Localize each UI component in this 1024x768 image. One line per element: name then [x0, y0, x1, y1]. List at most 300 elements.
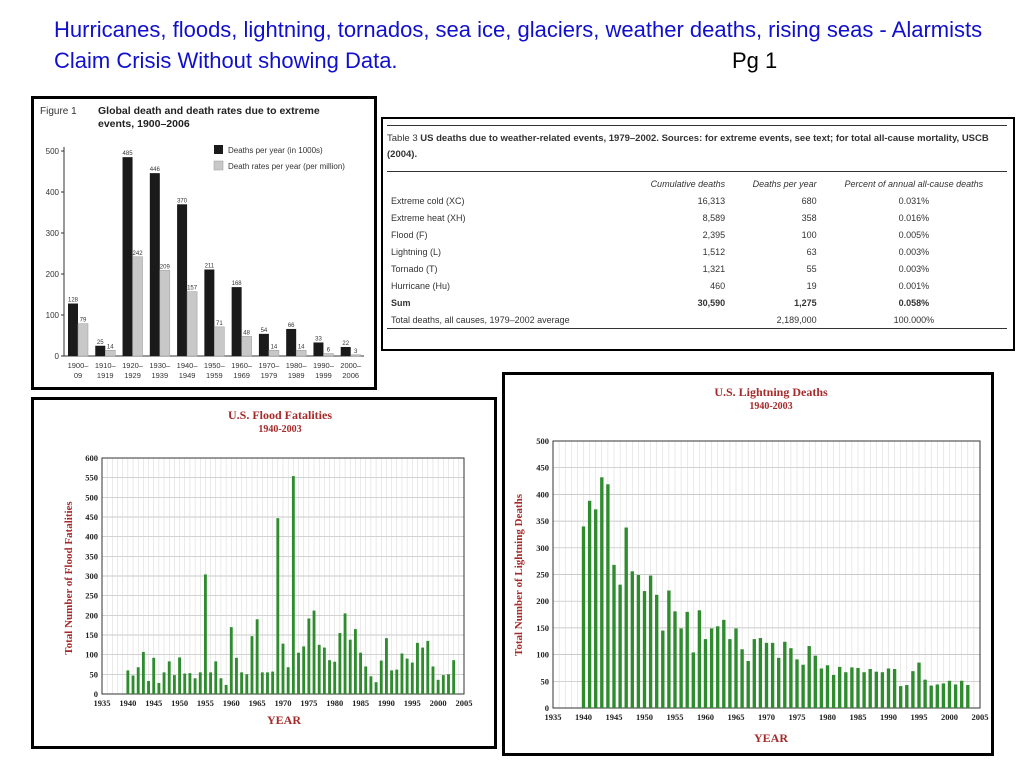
light-x-tick-label: 1975: [788, 712, 806, 722]
light-bar: [716, 626, 719, 708]
flood-bar: [235, 658, 238, 694]
flood-x-tick-label: 1980: [326, 698, 344, 708]
figure1-rates-bar: [214, 327, 224, 356]
figure1-legend-swatch-deaths: [214, 145, 223, 154]
light-bar: [789, 648, 792, 708]
light-bar: [667, 591, 670, 708]
flood-bar: [333, 662, 336, 694]
flood-x-tick-label: 1935: [93, 698, 111, 708]
flood-y-tick-label: 500: [85, 492, 98, 503]
figure1-y-tick-label: 400: [45, 188, 59, 197]
light-x-tick-label: 1945: [605, 712, 623, 722]
light-bar: [905, 685, 908, 708]
lightning-title: U.S. Lightning Deaths: [714, 385, 828, 399]
flood-bar: [416, 643, 419, 694]
light-x-tick-label: 1980: [819, 712, 836, 722]
slide-title: [54, 14, 984, 76]
flood-subtitle: 1940-2003: [258, 424, 302, 435]
light-x-tick-label: 1935: [544, 712, 562, 722]
flood-bar: [323, 648, 326, 694]
light-bar: [679, 628, 682, 708]
figure1-label: Figure 1: [40, 106, 77, 117]
figure1-rates-label: 209: [159, 264, 170, 271]
light-bar: [686, 612, 689, 708]
flood-x-tick-label: 1965: [248, 698, 266, 708]
flood-bar: [142, 652, 145, 694]
figure1-deaths-label: 211: [204, 263, 215, 270]
light-bar: [936, 685, 939, 708]
light-bar: [704, 639, 707, 708]
figure1-legend-swatch-rates: [214, 161, 223, 170]
light-bar: [740, 649, 743, 708]
flood-bar: [204, 574, 207, 694]
flood-bar: [199, 672, 202, 694]
light-bar: [954, 685, 957, 708]
light-bar: [820, 668, 823, 708]
lightning-chart: [505, 375, 991, 753]
table-row: [387, 294, 1007, 311]
flood-bar: [282, 644, 285, 694]
table-cell: 0.003%: [898, 263, 930, 274]
lightning-xlabel: YEAR: [753, 731, 789, 745]
flood-bar: [447, 674, 450, 694]
figure1-deaths-label: 446: [149, 167, 160, 174]
flood-bar: [240, 672, 243, 694]
figure1-rates-bar: [160, 270, 170, 356]
figure1-rates-label: 48: [243, 330, 250, 337]
light-bar: [948, 681, 951, 708]
flood-bar: [452, 660, 455, 694]
table-cell: Total deaths, all causes, 1979–2002 average: [387, 311, 624, 329]
light-bar: [795, 659, 798, 708]
flood-y-tick-label: 400: [85, 531, 98, 542]
flood-bar: [401, 653, 404, 694]
figure1-rates-bar: [323, 354, 333, 356]
flood-bar: [411, 663, 414, 694]
table-cell: 16,313: [697, 195, 726, 206]
light-bar: [753, 639, 756, 708]
table-cell: 100: [801, 229, 817, 240]
light-bar: [777, 658, 780, 708]
flood-y-tick-label: 100: [85, 649, 98, 660]
flood-x-tick-label: 1950: [171, 698, 189, 708]
light-x-tick-label: 2005: [971, 712, 989, 722]
light-bar: [911, 671, 914, 708]
table-cell: 100.000%: [821, 311, 1007, 329]
table-row: [387, 311, 1007, 329]
flood-bar: [318, 645, 321, 694]
flood-title: U.S. Flood Fatalities: [228, 408, 332, 422]
figure1-deaths-label: 128: [67, 297, 79, 304]
flood-bar: [157, 683, 160, 694]
flood-bar: [359, 653, 362, 694]
table3-panel: [381, 117, 1015, 351]
flood-bar: [302, 646, 305, 694]
flood-bar: [132, 676, 135, 694]
figure1-deaths-bar: [123, 157, 133, 356]
figure1-deaths-label: 22: [342, 340, 350, 347]
figure1-x-tick-label: 1940–: [176, 361, 198, 370]
light-bar: [966, 685, 969, 708]
flood-bar: [251, 636, 254, 694]
light-bar: [747, 661, 750, 708]
figure1-x-tick-label: 2000–: [340, 361, 362, 370]
weather-deaths-table: [387, 175, 1007, 329]
flood-bar: [287, 667, 290, 694]
table-cell: 1,275: [794, 297, 817, 308]
light-x-tick-label: 1990: [880, 712, 897, 722]
table-cell: 1,512: [702, 246, 726, 257]
figure1-x-tick-label: 1919: [96, 371, 114, 380]
flood-bar: [349, 640, 352, 694]
table-cell: 680: [801, 195, 817, 206]
figure1-y-tick-label: 500: [45, 147, 59, 156]
figure1-rates-bar: [351, 355, 361, 356]
flood-bar: [375, 682, 378, 694]
flood-y-tick-label: 200: [85, 610, 98, 621]
flood-bar: [297, 653, 300, 694]
figure1-title-line1: Global death and death rates due to extreme: [98, 105, 320, 117]
figure1-deaths-bar: [68, 304, 78, 356]
figure1-rates-label: 79: [79, 317, 87, 324]
flood-bar: [188, 673, 191, 694]
light-bar: [606, 484, 609, 708]
flood-bar: [137, 667, 140, 694]
table-row: [387, 209, 1007, 226]
table-cell: Hurricane (Hu): [391, 280, 451, 291]
light-y-tick-label: 200: [536, 596, 549, 607]
figure1-deaths-label: 485: [122, 151, 133, 158]
table-row: [387, 260, 1007, 277]
flood-bar: [230, 627, 233, 694]
figure1-x-tick-label: 1999: [315, 371, 332, 380]
flood-bar: [168, 661, 171, 694]
light-x-tick-label: 1965: [727, 712, 745, 722]
light-y-tick-label: 300: [536, 542, 549, 553]
table-cell: 1,321: [702, 263, 726, 274]
figure1-rates-bar: [242, 336, 252, 356]
table-cell: 460: [710, 280, 726, 291]
flood-x-tick-label: 1990: [377, 698, 395, 708]
figure1-panel: [31, 96, 377, 390]
flood-y-tick-label: 150: [85, 630, 98, 640]
light-bar: [765, 643, 768, 708]
light-bar: [875, 672, 878, 708]
flood-y-tick-label: 0: [93, 689, 98, 699]
table-row: [387, 243, 1007, 260]
table-cell: 8,589: [702, 212, 726, 223]
figure1-y-tick-label: 200: [45, 270, 59, 279]
table-cell: Sum: [391, 297, 411, 308]
light-bar: [844, 672, 847, 708]
light-bar: [655, 595, 658, 708]
flood-x-tick-label: 1995: [403, 698, 421, 708]
figure1-deaths-label: 66: [287, 322, 295, 329]
light-y-tick-label: 400: [536, 489, 549, 500]
figure1-rates-label: 3: [354, 348, 358, 355]
flood-bar: [364, 666, 367, 694]
flood-bar: [354, 629, 357, 694]
slide-title-text: Hurricanes, floods, lightning, tornados, sea ice, glaciers, weather deaths, rising seas - Alarmists Claim Crisis Without showing Data.: [54, 17, 983, 73]
table-cell: 55: [806, 263, 817, 274]
figure1-x-tick-label: 1979: [260, 371, 278, 380]
table-cell: Extreme cold (XC): [391, 195, 465, 206]
figure1-rates-label: 14: [106, 344, 114, 351]
figure1-rates-bar: [296, 350, 306, 356]
figure1-title-line2: events, 1900–2006: [98, 118, 190, 130]
light-y-tick-label: 0: [544, 703, 549, 713]
flood-x-tick-label: 2005: [455, 698, 473, 708]
flood-bar: [313, 611, 316, 694]
lightning-bars: [582, 477, 970, 708]
light-bar: [637, 575, 640, 708]
figure1-rates-label: 242: [132, 250, 143, 257]
flood-panel: [31, 397, 497, 749]
flood-bar: [178, 657, 181, 694]
table-cell: 19: [806, 280, 817, 291]
light-bar: [649, 576, 652, 708]
figure1-x-tick-label: 1900–: [67, 361, 89, 370]
flood-bar: [406, 659, 409, 694]
table-row: [387, 277, 1007, 294]
lightning-panel: [502, 372, 994, 756]
light-bar: [887, 668, 890, 708]
figure1-x-tick-label: 1969: [233, 371, 250, 380]
light-bar: [759, 638, 762, 708]
flood-x-tick-label: 1940: [119, 698, 137, 708]
figure1-rates-bar: [78, 324, 88, 356]
table-cell: 30,590: [697, 297, 726, 308]
light-bar: [594, 509, 597, 708]
table-cell: 0.016%: [898, 212, 930, 223]
figure1-deaths-label: 168: [231, 281, 242, 288]
light-bar: [942, 683, 945, 708]
light-bar: [771, 643, 774, 708]
figure1-y-tick-label: 0: [54, 352, 59, 361]
light-bar: [612, 565, 615, 708]
flood-x-tick-label: 1945: [145, 698, 163, 708]
flood-bar: [183, 674, 186, 694]
light-x-tick-label: 1970: [758, 712, 775, 722]
figure1-deaths-bar: [95, 346, 105, 356]
flood-bar: [173, 675, 176, 694]
table-row: [387, 192, 1007, 209]
light-bar: [808, 646, 811, 708]
light-bar: [930, 686, 933, 708]
figure1-bars: [68, 151, 361, 356]
flood-y-tick-label: 300: [85, 571, 98, 581]
figure1-x-tick-label: 1980–: [285, 361, 307, 370]
light-y-tick-label: 500: [536, 436, 549, 446]
figure1-rates-label: 14: [270, 344, 278, 351]
table-cell: 2,189,000: [729, 311, 821, 329]
figure1-rates-label: 157: [187, 285, 198, 292]
light-bar: [838, 667, 841, 708]
flood-bar: [261, 672, 264, 694]
flood-bar: [432, 666, 435, 694]
light-bar: [698, 610, 701, 708]
table-cell: Tornado (T): [391, 263, 438, 274]
light-bar: [960, 681, 963, 708]
table-header-cell: [387, 175, 624, 192]
flood-y-tick-label: 250: [85, 590, 98, 601]
light-y-tick-label: 150: [536, 622, 549, 633]
light-bar: [588, 501, 591, 708]
light-x-tick-label: 1985: [849, 712, 867, 722]
light-x-tick-label: 1940: [575, 712, 592, 722]
figure1-x-tick-label: 1950–: [203, 361, 225, 370]
flood-x-tick-label: 1960: [222, 698, 240, 708]
figure1-rates-bar: [105, 350, 115, 356]
page-number: Pg 1: [732, 48, 778, 73]
flood-bar: [385, 638, 388, 694]
figure1-x-tick-label: 1990–: [313, 361, 334, 370]
figure1-deaths-label: 25: [96, 339, 104, 346]
figure1-deaths-bar: [232, 287, 242, 356]
table-cell: 0.058%: [898, 297, 930, 308]
flood-bar: [338, 633, 341, 694]
flood-bar: [426, 641, 429, 694]
figure1-rates-bar: [133, 257, 143, 356]
light-bar: [661, 631, 664, 708]
flood-bar: [225, 685, 228, 694]
figure1-deaths-label: 54: [260, 327, 268, 334]
light-bar: [673, 611, 676, 708]
table-cell: 0.003%: [898, 246, 930, 257]
light-bar: [869, 669, 872, 708]
light-y-tick-label: 100: [536, 649, 549, 660]
flood-ylabel: Total Number of Flood Fatalities: [63, 501, 75, 655]
flood-bar: [395, 670, 398, 694]
light-bar: [801, 665, 804, 708]
figure1-deaths-bar: [177, 204, 187, 356]
table-top-rule: [387, 125, 1007, 126]
light-bar: [826, 665, 829, 708]
flood-bar: [390, 670, 393, 694]
light-y-tick-label: 450: [536, 462, 549, 473]
light-y-tick-label: 50: [540, 676, 549, 687]
flood-bar: [421, 648, 424, 694]
light-x-tick-label: 2000: [941, 712, 958, 722]
light-bar: [692, 652, 695, 708]
figure1-deaths-label: 33: [315, 336, 322, 343]
flood-x-tick-label: 1970: [274, 698, 292, 708]
flood-bar: [147, 681, 150, 694]
light-bar: [728, 639, 731, 708]
figure1-x-tick-label: 2006: [342, 371, 360, 380]
light-bar: [893, 669, 896, 708]
figure1-chart: [34, 99, 374, 387]
flood-bar: [266, 672, 269, 694]
figure1-legend-label: Deaths per year (in 1000s): [228, 146, 323, 155]
table3-caption-text: US deaths due to weather-related events, 1979–2002. Sources: for extreme events, see text; for total all-cause mortality, USCB (2004).: [387, 133, 989, 160]
light-bar: [856, 668, 859, 708]
table-cell: 358: [801, 212, 817, 223]
flood-bar: [214, 661, 217, 694]
table3-label: Table 3: [387, 133, 418, 144]
figure1-deaths-bar: [341, 347, 351, 356]
flood-bar: [344, 613, 347, 694]
light-y-tick-label: 250: [536, 569, 549, 580]
table-header-cell: Cumulative deaths: [650, 178, 726, 189]
light-bar: [923, 680, 926, 708]
light-bar: [899, 686, 902, 708]
table-header-rule: [387, 171, 1007, 172]
figure1-deaths-bar: [313, 342, 323, 356]
figure1-x-tick-label: 1920–: [122, 361, 143, 370]
flood-bar: [292, 476, 295, 694]
flood-x-tick-label: 1985: [352, 698, 370, 708]
flood-y-tick-label: 450: [85, 512, 98, 522]
figure1-x-tick-label: 1959: [206, 371, 223, 380]
flood-y-tick-label: 350: [85, 551, 98, 562]
light-bar: [625, 528, 628, 708]
flood-x-tick-label: 1975: [300, 698, 318, 708]
figure1-x-tick-label: 1930–: [149, 361, 171, 370]
flood-y-tick-label: 550: [85, 472, 98, 483]
light-bar: [643, 591, 646, 708]
table-cell: 63: [806, 246, 817, 257]
flood-bar: [307, 618, 310, 694]
figure1-x-tick-label: 1939: [151, 371, 169, 380]
light-bar: [631, 571, 634, 708]
figure1-x-tick-label: 09: [73, 371, 83, 380]
figure1-deaths-bar: [204, 269, 214, 356]
light-x-tick-label: 1955: [666, 712, 684, 722]
flood-y-tick-label: 50: [89, 669, 98, 680]
light-bar: [582, 526, 585, 708]
flood-bar: [442, 675, 445, 694]
flood-bar: [163, 672, 166, 694]
light-x-tick-label: 1960: [697, 712, 714, 722]
figure1-deaths-bar: [286, 329, 296, 356]
figure1-rates-label: 71: [216, 320, 223, 327]
light-bar: [832, 675, 835, 708]
flood-bar: [437, 680, 440, 694]
figure1-legend-label: Death rates per year (per million): [228, 162, 345, 171]
figure1-y-tick-label: 300: [45, 229, 59, 238]
figure1-y-tick-label: 100: [45, 311, 59, 320]
light-x-tick-label: 1995: [910, 712, 928, 722]
figure1-deaths-bar: [150, 173, 160, 356]
light-bar: [850, 667, 853, 708]
light-bar: [814, 656, 817, 708]
flood-bar: [256, 619, 259, 694]
flood-bar: [245, 674, 248, 694]
flood-y-tick-label: 600: [85, 453, 98, 463]
table-cell: 0.005%: [898, 229, 930, 240]
table-cell: [624, 311, 729, 329]
lightning-subtitle: 1940-2003: [749, 401, 793, 412]
table-header-row: [387, 175, 1007, 192]
flood-bar: [271, 672, 274, 694]
table-cell: Lightning (L): [391, 246, 442, 257]
flood-x-tick-label: 2000: [429, 698, 447, 708]
figure1-legend: [214, 145, 345, 171]
flood-bar: [276, 518, 279, 694]
light-bar: [862, 672, 865, 708]
light-bar: [734, 628, 737, 708]
table-cell: 0.001%: [898, 280, 930, 291]
table-cell: 2,395: [702, 229, 726, 240]
figure1-x-tick-label: 1970–: [258, 361, 280, 370]
flood-bar: [152, 658, 155, 694]
light-bar: [618, 585, 621, 708]
flood-bar: [369, 676, 372, 694]
figure1-deaths-label: 370: [177, 198, 188, 205]
table-cell: Extreme heat (XH): [391, 212, 466, 223]
light-bar: [783, 642, 786, 708]
